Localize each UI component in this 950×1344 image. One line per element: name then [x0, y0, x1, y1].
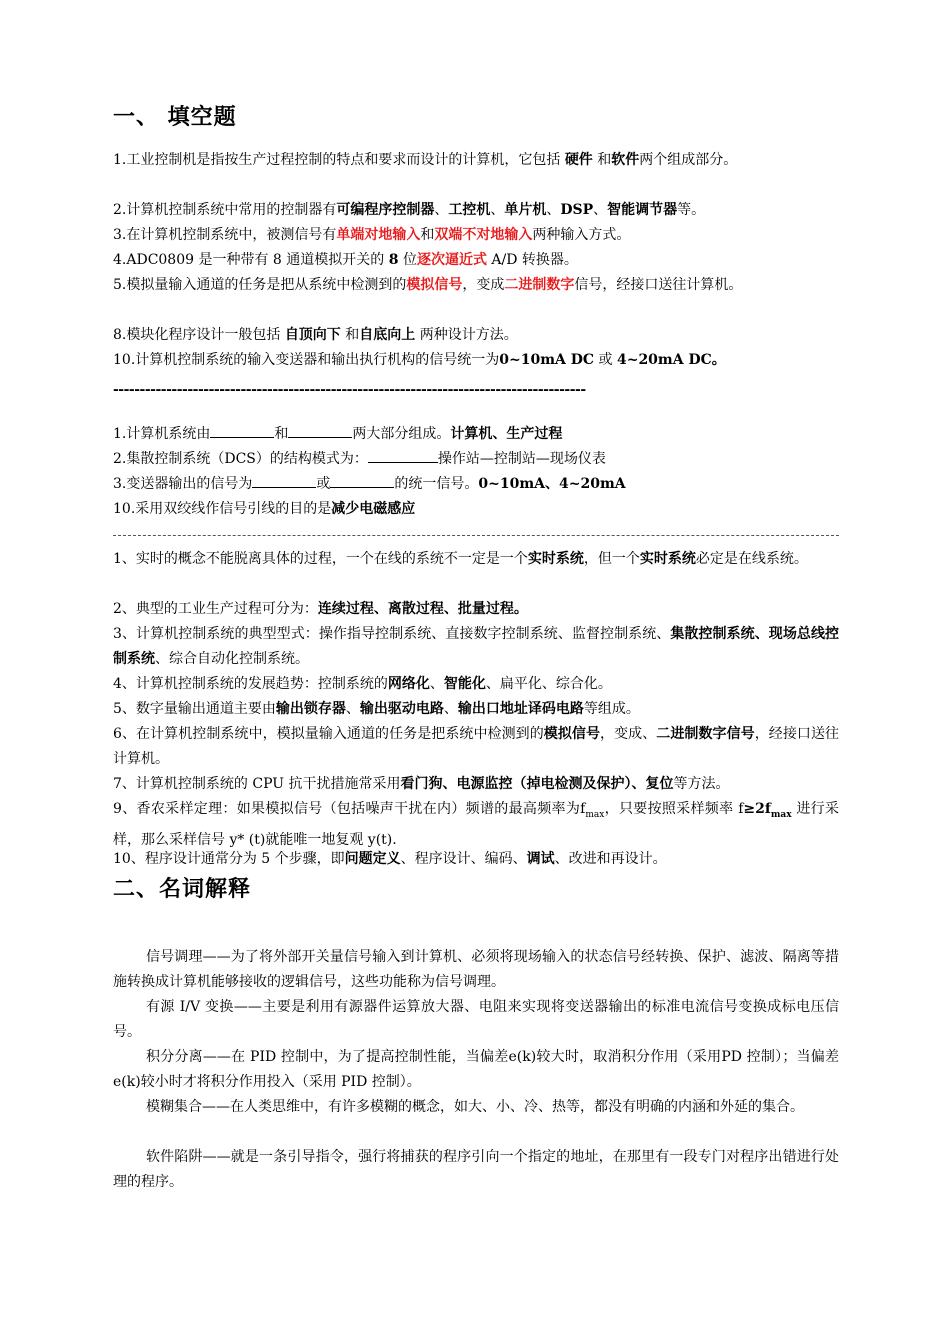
section1-heading: 一、 填空题	[113, 105, 237, 130]
term-fuzzy-set: 模糊集合——在人类思维中，有许多模糊的概念，如大、小、冷、热等，都没有明确的内涵和外延的集合。	[146, 1099, 804, 1115]
term-integral-separation: 积分分离——在 PID 控制中，为了提高控制性能，当偏差e(k)较大时，取消积分作用（采用PD 控制）；当偏差 e(k)较小时才将积分作用投入（采用 PID 控制）。	[113, 1049, 839, 1090]
term-software-trap: 软件陷阱——就是一条引导指令，强行将捕获的程序引向一个指定的地址，在那里有一段专门对程序出错进行处理的程序。	[113, 1149, 840, 1190]
concept-item-6: 6、在计算机控制系统中，模拟量输入通道的任务是把系统中检测到的模拟信号，变成、二进制数字信号，经接口送往计算机。	[113, 726, 840, 767]
concept-item-1: 1、实时的概念不能脱离具体的过程，一个在线的系统不一定是一个实时系统，但一个实时系统必定是在线系统。	[113, 551, 808, 567]
blank-item-3: 3.变送器输出的信号为 或 的统一信号。0~10mA、4~20mA	[113, 476, 626, 492]
answer-blank	[210, 425, 274, 438]
fill-item-1: 1.工业控制机是指按生产过程控制的特点和要求而设计的计算机，它包括 硬件 和软件两个组成部分。	[113, 152, 738, 168]
separator-bold: -----------------------------------------------------------------------------------------	[113, 382, 586, 398]
answer-blank	[368, 450, 438, 463]
section2-heading: 二、名词解释	[113, 877, 252, 902]
concept-item-3: 3、计算机控制系统的典型型式：操作指导控制系统、直接数字控制系统、监督控制系统、集散控制系统、现场总线控制系统、综合自动化控制系统。	[113, 626, 840, 667]
blank-item-1: 1.计算机系统由 和 两大部分组成。计算机、生产过程	[113, 426, 563, 442]
concept-item-9: 9、香农采样定理：如果模拟信号（包括噪声干扰在内）频谱的最高频率为$f_{max}$，只要按照采样频率 $f\ge 2f_{max}$ 进行采样，那么采样信号 y* (t)就能唯一地复观 y(t).	[113, 801, 839, 848]
blank-item-10: 10.采用双绞线作信号引线的目的是减少电磁感应	[113, 501, 416, 517]
answer-blank	[288, 425, 352, 438]
concept-item-10: 10、程序设计通常分为 5 个步骤，即问题定义、程序设计、编码、调试、改进和再设计。	[113, 851, 667, 867]
blank-item-2: 2.集散控制系统（DCS）的结构模式为： 操作站—控制站—现场仪表	[113, 451, 606, 467]
concept-item-4: 4、计算机控制系统的发展趋势：控制系统的网络化、智能化、扁平化、综合化。	[113, 676, 612, 692]
concept-item-5: 5、数字量输出通道主要由输出锁存器、输出驱动电路、输出口地址译码电路等组成。	[113, 701, 640, 717]
term-signal-conditioning: 信号调理——为了将外部开关量信号输入到计算机、必须将现场输入的状态信号经转换、保护、滤波、隔离等措施转换成计算机能够接收的逻辑信号，这些功能称为信号调理。	[113, 949, 840, 990]
term-active-iv: 有源 I/V 变换——主要是利用有源器件运算放大器、电阻来实现将变送器输出的标准电流信号变换成标电压信号。	[113, 999, 840, 1040]
fill-item-4: 4.ADC0809 是一种带有 8 通道模拟开关的 8 位逐次逼近式 A/D 转换器。	[113, 252, 578, 268]
concept-item-2: 2、典型的工业生产过程可分为：连续过程、离散过程、批量过程。	[113, 601, 528, 617]
concept-item-7: 7、计算机控制系统的 CPU 抗干扰措施常采用看门狗、电源监控（掉电检测及保护）、复位等方法。	[113, 776, 730, 792]
fill-item-5: 5.模拟量输入通道的任务是把从系统中检测到的模拟信号，变成二进制数字信号，经接口送往计算机。	[113, 277, 743, 293]
fill-item-8: 8.模块化程序设计一般包括 自顶向下 和自底向上 两种设计方法。	[113, 327, 518, 343]
answer-blank	[330, 475, 394, 488]
answer-blank	[252, 475, 316, 488]
fill-item-3: 3.在计算机控制系统中，被测信号有单端对地输入和双端不对地输入两种输入方式。	[113, 227, 631, 243]
fill-item-2: 2.计算机控制系统中常用的控制器有可编程序控制器、工控机、单片机、DSP、智能调节器等。	[113, 202, 706, 218]
separator-thin	[113, 535, 839, 536]
fill-item-10: 10.计算机控制系统的输入变送器和输出执行机构的信号统一为0~10mA DC 或 4~20mA DC。	[113, 352, 726, 368]
